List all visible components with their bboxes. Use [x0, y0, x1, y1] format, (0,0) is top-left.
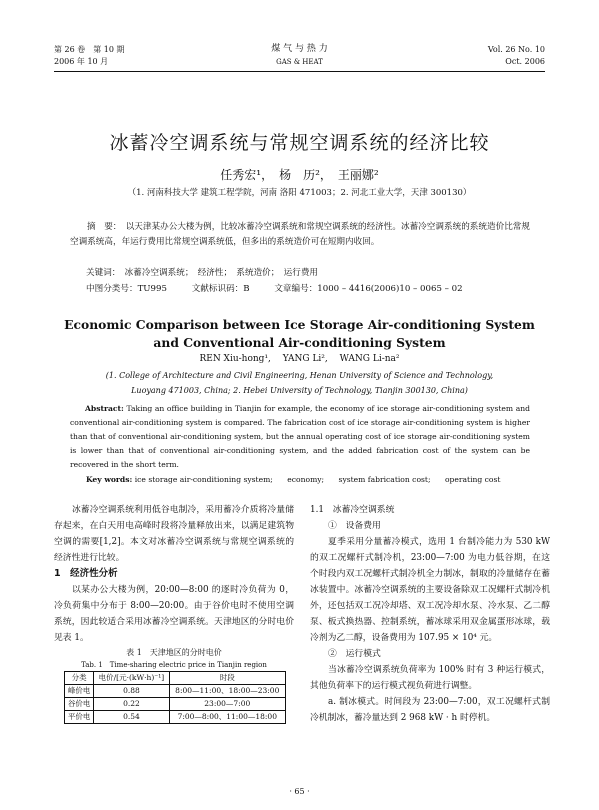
title-en-line-2: and Conventional Air-conditioning System — [153, 335, 446, 350]
keywords-cn: 关键词： 冰蓄冷空调系统； 经济性； 系统造价； 运行费用 — [86, 268, 319, 278]
table-header-cell: 电价/[元·(kW·h)⁻¹] — [94, 672, 169, 685]
affiliation-en — [0, 368, 599, 398]
article-number: 文章编号：1000 – 4416(2006)10 – 0065 – 02 — [274, 284, 463, 294]
date-cn: 2006 年 10 月 — [54, 57, 109, 66]
affiliation-en-line-1: (1. College of Architecture and Civil Engineering, Henan University of Science and Technology, — [105, 371, 494, 380]
section-1-paragraph: 以某办公大楼为例，20:00—8:00 的逐时冷负荷为 0，冷负荷集中分布于 8:00—20:00。由于谷价电时不使用空调系统，因此较适合采用冰蓄冷空调系统。天津地区的分时电价见表 1。 — [54, 585, 294, 643]
table-cell: 峰价电 — [65, 685, 94, 698]
table-cell: 7:00—8:00、11:00—18:00 — [169, 711, 285, 724]
operation-mode-paragraph: 当冰蓄冷空调系统负荷率为 100% 时有 3 种运行模式，其他负荷率下的运行模式视负荷进行调整。 — [310, 665, 550, 691]
table-row — [65, 685, 286, 698]
header-volume-en — [488, 44, 545, 68]
table-cell: 8:00—11:00、18:00—23:00 — [169, 685, 285, 698]
abstract-cn: 摘 要： 以天津某办公大楼为例，比较冰蓄冷空调系统和常规空调系统的经济性。冰蓄冷空调系统的系统造价比常规空调系统高，年运行费用比常规空调系统低，但多出的系统造价可在短期内收回。 — [70, 222, 530, 247]
page-number: · 65 · — [289, 787, 310, 796]
table-cell: 23:00—7:00 — [169, 698, 285, 711]
table-caption-en: Tab. 1 Time-sharing electric price in Tianjin region — [81, 661, 267, 669]
table-caption-cn: 表 1 天津地区的分时电价 — [126, 648, 222, 657]
paper-title-en — [0, 316, 599, 352]
intro-paragraph: 冰蓄冷空调系统利用低谷电制冷，采用蓄冷介质将冷量储存起来，在白天用电高峰时段将冷量释放出来，以满足建筑物空调的需要[1,2]。本文对冰蓄冷空调系统与常规空调系统的经济性进行比较。 — [54, 505, 294, 563]
header-rule — [54, 71, 545, 72]
title-en-line-1: Economic Comparison between Ice Storage Air-conditioning System — [64, 317, 535, 332]
date-en: Oct. 2006 — [505, 57, 545, 66]
table-header-cell: 分类 — [65, 672, 94, 685]
table-cell: 0.88 — [94, 685, 169, 698]
table-row — [65, 711, 286, 724]
table-cell: 0.22 — [94, 698, 169, 711]
body-right-column — [310, 502, 550, 726]
paper-title-cn: 冰蓄冷空调系统与常规空调系统的经济比较 — [109, 132, 490, 154]
section-heading-1: 1 经济性分析 — [54, 568, 118, 579]
abstract-en-label: Abstract: — [85, 404, 124, 413]
keywords-en-label: Key words: — [86, 475, 133, 484]
abstract-en — [70, 402, 530, 472]
table-header-row — [65, 672, 286, 685]
affiliation-en-line-2: Luoyang 471003, China; 2. Hebei University of Technology, Tianjin 300130, China) — [131, 386, 468, 395]
table-cell: 谷价电 — [65, 698, 94, 711]
body-left-column — [54, 502, 294, 724]
table-cell: 0.54 — [94, 711, 169, 724]
keyword-en: operating cost — [444, 475, 501, 484]
journal-name-cn: 煤 气 与 热 力 — [271, 44, 328, 54]
table-header-cell: 时段 — [169, 672, 285, 685]
abstract-en-text: Taking an office building in Tianjin for example, the economy of ice storage air-conditioning system and conventional air-conditioning system is compared. The fabrication cost of ice storage air-conditioning system is higher than that of conventional air-conditioning system, but the annual operating cost of ice storage air-conditioning system is lower than that of conventional air-conditioning system, and the added fabrication cost of the system can be recovered in the short term. — [70, 404, 530, 469]
subsection-heading-1-1: 1.1 冰蓄冷空调系统 — [310, 505, 395, 515]
price-table — [64, 671, 286, 724]
authors-en: REN Xiu-hong¹, YANG Li², WANG Li-na² — [199, 354, 400, 364]
volume-issue-en: Vol. 26 No. 10 — [487, 45, 545, 54]
equipment-cost-paragraph: 夏季采用分量蓄冷模式，选用 1 台制冷能力为 530 kW 的双工况螺杆式制冷机，23:00—7:00 为电力低谷期，在这个时段内双工况螺杆式制冷机全力制冰，制取的冷量储存在蓄冰装置中。冰蓄冷空调系统的主要设备除双工况螺杆式制冷机外，还包括双工况冷却塔、双工况冷却水泵、冷水泵、乙二醇泵、板式换热器、控制系统，蓄冰球采用双金属蛋形冰球，载冷剂为乙二醇，设备费用为 107.95 × 10⁴ 元。 — [310, 537, 550, 643]
classification-line — [86, 282, 485, 294]
authors-cn: 任秀宏¹， 杨 历²， 王丽娜² — [220, 168, 379, 182]
class-number: 中图分类号：TU995 — [86, 284, 167, 294]
keywords-en — [86, 475, 512, 484]
keyword-en: ice storage air-conditioning system; — [134, 475, 273, 484]
document-code: 文献标识码：B — [191, 284, 250, 294]
journal-name-en: GAS & HEAT — [276, 58, 323, 66]
volume-issue-cn: 第 26 卷 第 10 期 — [54, 45, 125, 54]
affiliation-cn: （1. 河南科技大学 建筑工程学院，河南 洛阳 471003；2. 河北工业大学，天津 300130） — [127, 188, 472, 198]
table-cell: 平价电 — [65, 711, 94, 724]
ice-making-mode-paragraph: a. 制冰模式。时间段为 23:00—7:00，双工况螺杆式制冷机制冰，蓄冷量达到 2 968 kW · h 时停机。 — [310, 697, 550, 723]
keyword-en: economy; — [287, 475, 325, 484]
table-row — [65, 698, 286, 711]
item-heading-operation-mode: ② 运行模式 — [328, 649, 381, 659]
item-heading-equipment-cost: ① 设备费用 — [328, 521, 381, 531]
keyword-en: system fabrication cost; — [338, 475, 431, 484]
